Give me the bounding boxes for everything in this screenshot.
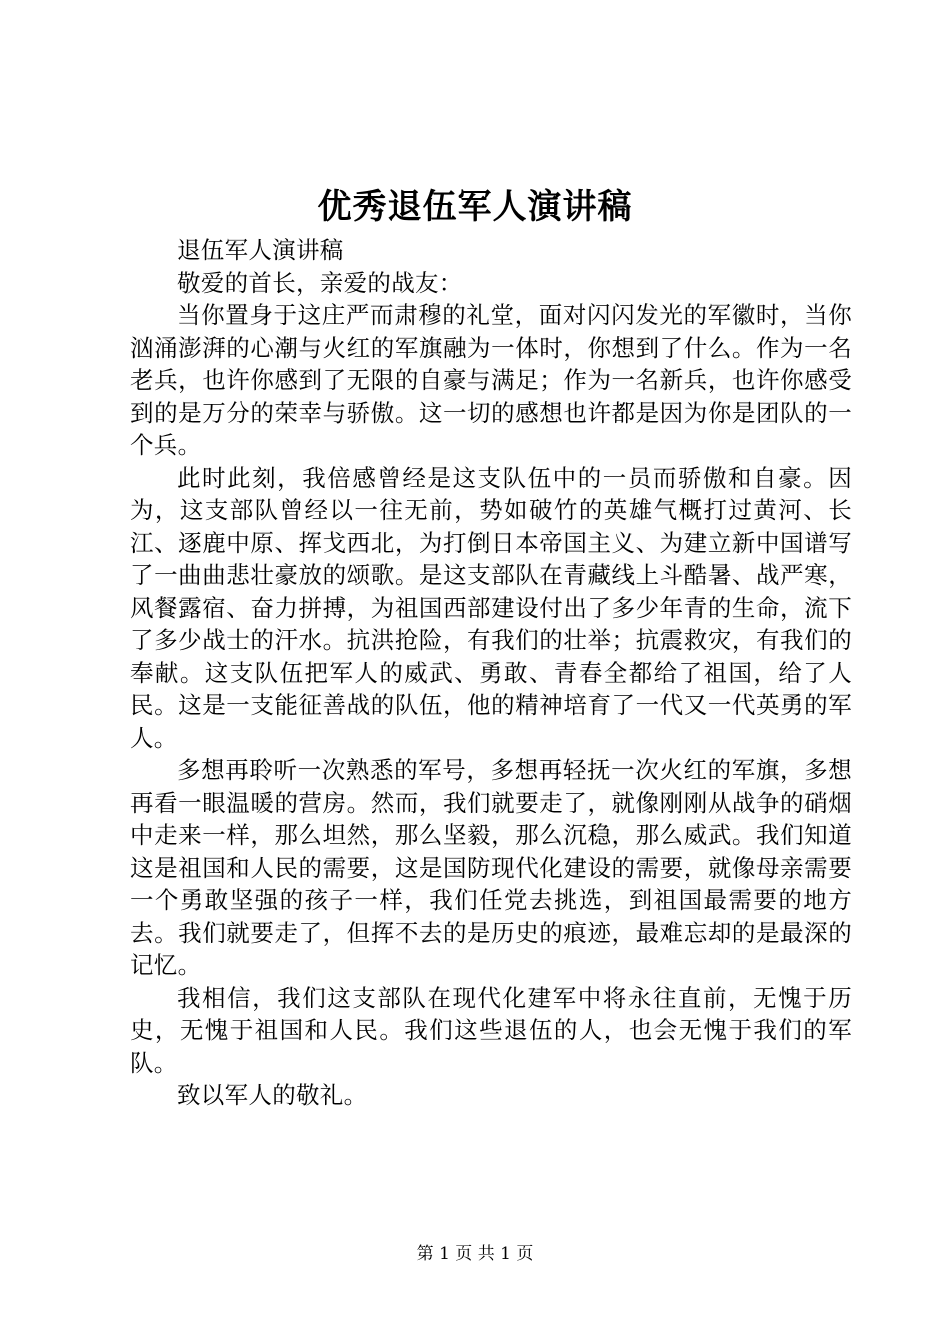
- paragraph-body-4: 我相信，我们这支部队在现代化建军中将永往直前，无愧于历史，无愧于祖国和人民。我们这些退伍的人，也会无愧于我们的军队。: [130, 983, 852, 1077]
- document-title: 优秀退伍军人演讲稿: [317, 187, 633, 227]
- paragraph-body-2: 此时此刻，我倍感曾经是这支队伍中的一员而骄傲和自豪。因为，这支部队曾经以一往无前，势如破竹的英雄气概打过黄河、长江、逐鹿中原、挥戈西北，为打倒日本帝国主义、为建立新中国谱写了一曲曲悲壮豪放的颂歌。是这支部队在青藏线上斗酷暑、战严寒，风餐露宿、奋力拼搏，为祖国西部建设付出了多少年青的生命，流下了多少战士的汗水。抗洪抢险，有我们的壮举；抗震救灾，有我们的奉献。这支队伍把军人的威武、勇敢、青春全都给了祖国，给了人民。这是一支能征善战的队伍，他的精神培育了一代又一代英勇的军人。: [130, 463, 852, 752]
- paragraph-body-1: 当你置身于这庄严而肃穆的礼堂，面对闪闪发光的军徽时，当你汹涌澎湃的心潮与火红的军旗融为一体时，你想到了什么。作为一名老兵，也许你感到了无限的自豪与满足；作为一名新兵，也许你感受到的是万分的荣幸与骄傲。这一切的感想也许都是因为你是团队的一个兵。: [130, 301, 852, 459]
- paragraph-body-3: 多想再聆听一次熟悉的军号，多想再轻抚一次火红的军旗，多想再看一眼温暖的营房。然而，我们就要走了，就像刚刚从战争的硝烟中走来一样，那么坦然，那么坚毅，那么沉稳，那么威武。我们知道这是祖国和人民的需要，这是国防现代化建设的需要，就像母亲需要一个勇敢坚强的孩子一样，我们任党去挑选，到祖国最需要的地方去。我们就要走了，但挥不去的是历史的痕迹，最难忘却的是最深的记忆。: [130, 756, 852, 979]
- page-footer: 第 1 页 共 1 页: [416, 1244, 534, 1264]
- document-body: [130, 234, 852, 1112]
- paragraph-subtitle: 退伍军人演讲稿: [177, 236, 344, 264]
- paragraph-closing: 致以军人的敬礼。: [177, 1081, 368, 1109]
- paragraph-salutation: 敬爱的首长，亲爱的战友：: [177, 268, 463, 297]
